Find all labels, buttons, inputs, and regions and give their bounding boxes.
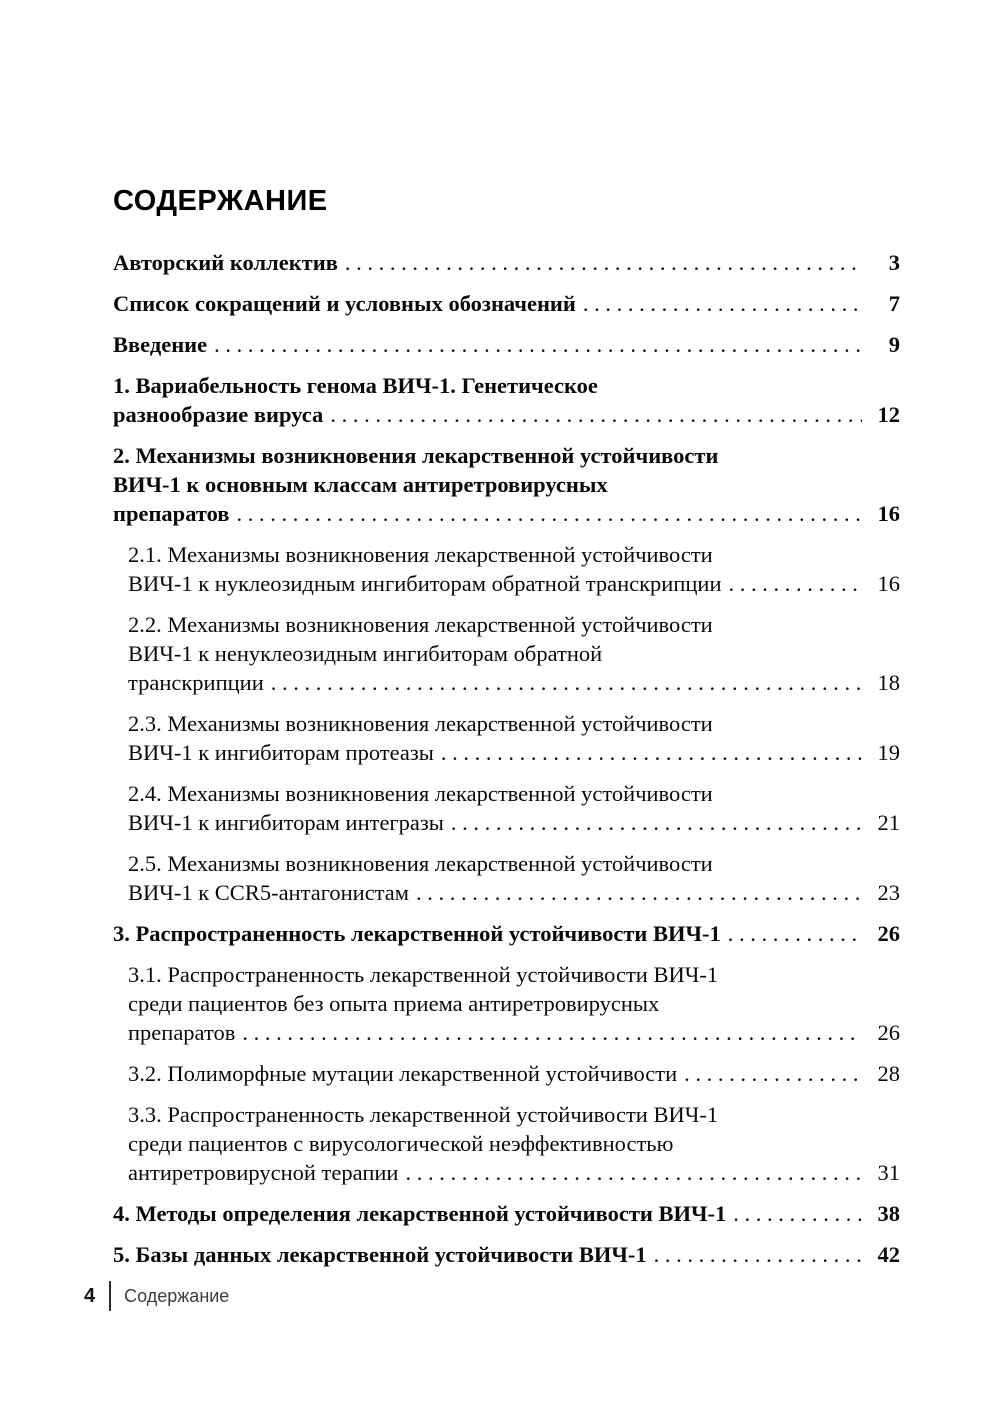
toc-entry-line: 2.2. Механизмы возникновения лекарственной устойчивости — [128, 611, 713, 637]
toc-entry-line — [128, 1158, 900, 1187]
toc-page-number: 26 — [877, 1019, 900, 1045]
toc-entry-text: транскрипции — [128, 669, 264, 695]
toc-entry-text: 5. Базы данных лекарственной устойчивости ВИЧ-1 — [113, 1241, 647, 1267]
toc-entry — [113, 289, 900, 318]
toc-entry-line — [128, 668, 900, 697]
toc-page-number: 21 — [877, 809, 900, 835]
toc-entry-line — [128, 878, 900, 907]
toc-entry-line — [128, 1059, 900, 1088]
toc-entry — [113, 330, 900, 359]
toc-entry-line — [128, 1018, 900, 1047]
dot-leader — [441, 738, 862, 767]
footer-section-label: Содержание — [124, 1285, 230, 1306]
toc-page-number: 9 — [888, 331, 900, 357]
toc-page-number: 38 — [877, 1200, 900, 1226]
toc-entry — [113, 919, 900, 948]
toc-entry-text: 3.2. Полиморфные мутации лекарственной устойчивости — [128, 1060, 678, 1086]
toc-entry — [113, 610, 900, 697]
toc-entry-line — [113, 1199, 900, 1228]
toc-page-number: 26 — [877, 920, 900, 946]
toc-entry-line: ВИЧ-1 к ненуклеозидным ингибиторам обратной — [128, 640, 603, 666]
toc-entry-text: препаратов — [113, 500, 230, 526]
dot-leader — [654, 1240, 862, 1269]
toc-page-number: 23 — [877, 879, 900, 905]
page-footer — [84, 1281, 229, 1311]
toc-entry-line: 3.3. Распространенность лекарственной устойчивости ВИЧ-1 — [128, 1101, 719, 1127]
dot-leader — [583, 289, 862, 318]
dot-leader — [330, 400, 862, 429]
dot-leader — [733, 1199, 862, 1228]
toc-entry-line: 2.4. Механизмы возникновения лекарственной устойчивости — [128, 780, 713, 806]
page-title: СОДЕРЖАНИЕ — [113, 185, 328, 217]
footer-page-number: 4 — [84, 1284, 96, 1307]
toc-entry-text: Введение — [113, 331, 208, 357]
toc-entry — [113, 709, 900, 767]
dot-leader — [214, 330, 862, 359]
toc-entry-text: ВИЧ-1 к CCR5-антагонистам — [128, 879, 410, 905]
toc-page-number: 42 — [877, 1241, 900, 1267]
dot-leader — [728, 919, 862, 948]
toc-page-number: 7 — [888, 290, 900, 316]
toc-page-number: 31 — [877, 1159, 900, 1185]
dot-leader — [236, 499, 862, 528]
dot-leader — [684, 1059, 862, 1088]
toc-entry-line — [128, 569, 900, 598]
toc-entry-text: 4. Методы определения лекарственной устойчивости ВИЧ-1 — [113, 1200, 727, 1226]
toc-entry-line — [113, 499, 900, 528]
dot-leader — [416, 878, 862, 907]
toc-entry — [113, 248, 900, 277]
dot-leader — [242, 1018, 862, 1047]
toc-entry-line: среди пациентов без опыта приема антиретровирусных — [128, 990, 660, 1016]
toc-entry-line: ВИЧ-1 к основным классам антиретровирусных — [113, 471, 608, 497]
toc-entry-line: 2.5. Механизмы возникновения лекарственной устойчивости — [128, 850, 713, 876]
toc-entry-line: среди пациентов с вирусологической неэффективностью — [128, 1130, 674, 1156]
toc-entry — [113, 960, 900, 1047]
toc-entry-text: ВИЧ-1 к ингибиторам интегразы — [128, 809, 444, 835]
dot-leader — [451, 808, 862, 837]
toc-entry-line — [128, 738, 900, 767]
toc-entry — [113, 540, 900, 598]
toc-entry-line: 2. Механизмы возникновения лекарственной устойчивости — [113, 442, 719, 468]
dot-leader — [729, 569, 862, 598]
toc-entry — [113, 1059, 900, 1088]
toc-entry-line — [113, 289, 900, 318]
toc-entry-text: 3. Распространенность лекарственной устойчивости ВИЧ-1 — [113, 920, 721, 946]
toc-page-number: 16 — [877, 570, 900, 596]
toc-entry — [113, 849, 900, 907]
toc-page-number: 16 — [877, 500, 900, 526]
toc-entry-text: антиретровирусной терапии — [128, 1159, 399, 1185]
toc-entry — [113, 1199, 900, 1228]
toc-page-number: 12 — [877, 401, 900, 427]
toc-entry-text: ВИЧ-1 к ингибиторам протеазы — [128, 739, 434, 765]
toc-entry — [113, 371, 900, 429]
toc-page-number: 28 — [877, 1060, 900, 1086]
table-of-contents — [113, 186, 900, 1281]
toc-entry-line: 1. Вариабельность генома ВИЧ-1. Генетическое — [113, 372, 598, 398]
dot-leader — [345, 248, 862, 277]
toc-page-number: 3 — [888, 249, 900, 275]
toc-entry-line — [113, 330, 900, 359]
dot-leader — [271, 668, 862, 697]
toc-page-number: 19 — [877, 739, 900, 765]
toc-entry-line: 3.1. Распространенность лекарственной устойчивости ВИЧ-1 — [128, 961, 719, 987]
toc-entry-line — [113, 919, 900, 948]
toc-entry — [113, 1240, 900, 1269]
toc-entry-line — [113, 400, 900, 429]
toc-entry-text: препаратов — [128, 1019, 236, 1045]
toc-entry-text: Авторский коллектив — [113, 249, 338, 275]
toc-entry — [113, 779, 900, 837]
toc-entry-line — [113, 1240, 900, 1269]
toc-entry — [113, 1100, 900, 1187]
toc-entry-text: Список сокращений и условных обозначений — [113, 290, 576, 316]
toc-entry-text: ВИЧ-1 к нуклеозидным ингибиторам обратной транскрипции — [128, 570, 722, 596]
toc-entry — [113, 441, 900, 528]
footer-divider — [109, 1281, 111, 1311]
toc-entry-line — [113, 248, 900, 277]
toc-page-number: 18 — [877, 669, 900, 695]
toc-entry-line: 2.3. Механизмы возникновения лекарственной устойчивости — [128, 710, 713, 736]
toc-entry-line — [128, 808, 900, 837]
dot-leader — [405, 1158, 862, 1187]
toc-entry-text: разнообразие вируса — [113, 401, 324, 427]
toc-entry-line: 2.1. Механизмы возникновения лекарственной устойчивости — [128, 541, 713, 567]
